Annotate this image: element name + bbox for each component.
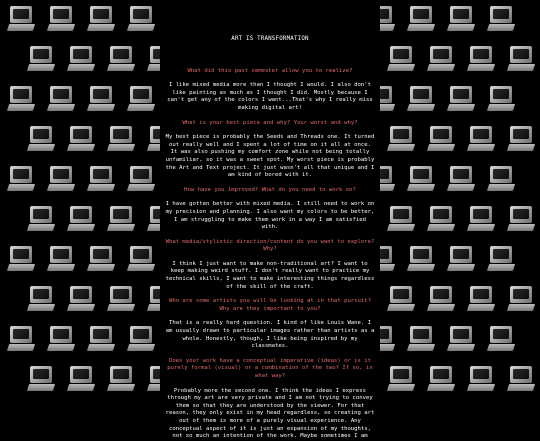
retro-computer-icon <box>8 326 34 352</box>
retro-computer-icon <box>128 246 154 272</box>
retro-computer-icon <box>48 166 74 192</box>
retro-computer-icon <box>508 46 534 72</box>
retro-computer-icon <box>428 366 454 392</box>
retro-computer-icon <box>128 166 154 192</box>
retro-computer-icon <box>388 366 414 392</box>
question-6: Does your work have a conceptual imperative (ideas) or is it purely formal (visual) or a combination of the two? If so, in what way? <box>167 357 373 379</box>
retro-computer-icon <box>508 286 534 312</box>
answer-6: Probably more the second one. I think the ideas I express through my art are very private and I am not trying to convey them so that they are understood by the viewer. For that reason, they only exist in my head regardless, so creating art out of them is more of a purely visual experience. Any conceptual aspect of it is just an expansion of my thoughts, not so much an intention of the work. Maybe sometimes I am <box>165 387 375 440</box>
retro-computer-icon <box>488 246 514 272</box>
retro-computer-icon <box>88 326 114 352</box>
retro-computer-icon <box>88 6 114 32</box>
retro-computer-icon <box>108 206 134 232</box>
question-4: What media/stylistic direction/content do you want to explore? Why? <box>165 238 375 253</box>
retro-computer-icon <box>8 86 34 112</box>
retro-computer-icon <box>68 46 94 72</box>
retro-computer-icon <box>48 326 74 352</box>
retro-computer-icon <box>28 46 54 72</box>
retro-computer-icon <box>108 286 134 312</box>
retro-computer-icon <box>108 126 134 152</box>
retro-computer-icon <box>28 286 54 312</box>
retro-computer-icon <box>508 206 534 232</box>
retro-computer-icon <box>508 126 534 152</box>
retro-computer-icon <box>468 206 494 232</box>
retro-computer-icon <box>88 86 114 112</box>
retro-computer-icon <box>428 286 454 312</box>
retro-computer-icon <box>468 126 494 152</box>
page-title: ART IS TRANSFORMATION <box>231 36 309 42</box>
retro-computer-icon <box>68 206 94 232</box>
retro-computer-icon <box>428 46 454 72</box>
retro-computer-icon <box>428 206 454 232</box>
retro-computer-icon <box>408 166 434 192</box>
retro-computer-icon <box>48 86 74 112</box>
retro-computer-icon <box>88 166 114 192</box>
retro-computer-icon <box>488 6 514 32</box>
retro-computer-icon <box>28 366 54 392</box>
retro-computer-icon <box>108 366 134 392</box>
answer-4: I think I just want to make non-traditional art? I want to keep making weird stuff. I don't really want to practice my technical skills, I want to make interesting things regardless of the skill of the craft. <box>165 260 375 290</box>
retro-computer-icon <box>128 86 154 112</box>
retro-computer-icon <box>28 206 54 232</box>
retro-computer-icon <box>68 126 94 152</box>
retro-computer-icon <box>468 46 494 72</box>
retro-computer-icon <box>128 326 154 352</box>
retro-computer-icon <box>448 246 474 272</box>
retro-computer-icon <box>388 286 414 312</box>
retro-computer-icon <box>8 166 34 192</box>
retro-computer-icon <box>88 246 114 272</box>
retro-computer-icon <box>8 6 34 32</box>
retro-computer-icon <box>388 46 414 72</box>
retro-computer-icon <box>448 166 474 192</box>
retro-computer-icon <box>468 286 494 312</box>
answer-5: That is a really hard question. I kind of like Louis Wane. I am usually drawn to particular images rather than artists as a whole. Honestly, though, I like being inspired by my classmates. <box>165 320 375 350</box>
retro-computer-icon <box>408 6 434 32</box>
retro-computer-icon <box>68 366 94 392</box>
retro-computer-icon <box>448 86 474 112</box>
question-3: How have you improved? What do you need to work on? <box>184 186 356 193</box>
retro-computer-icon <box>108 46 134 72</box>
post-content-column <box>160 0 380 440</box>
answer-2: My best piece is probably the Seeds and Threads one. It turned out really well and I spent a lot of time on it all at once. It was also pushing my comfort zone while not being totally unfamiliar, so it was a sweet spot. My worst piece is probably the Art and Text project. It just wasn't all that unique and I am kind of bored with it. <box>165 134 375 179</box>
question-5: Who are some artists you will be looking at in that pursuit? Why are they important to you? <box>168 298 372 312</box>
retro-computer-icon <box>408 86 434 112</box>
answer-3: I have gotten better with mixed media. I still need to work on my precision and planning. I also want my colors to be better, I am struggling to make them work in a way I am satisfied with. <box>165 201 375 231</box>
retro-computer-icon <box>428 126 454 152</box>
retro-computer-icon <box>488 326 514 352</box>
retro-computer-icon <box>48 6 74 32</box>
retro-computer-icon <box>48 246 74 272</box>
answer-1: I like mixed media more than I thought I would. I also don't like painting as much as I thought I did. Mostly because I can't get any of the colors I want...That's why I really miss making digital art! <box>167 82 373 111</box>
question-2: What is your best piece and why? Your worst and why? <box>182 119 358 126</box>
retro-computer-icon <box>408 326 434 352</box>
retro-computer-icon <box>488 86 514 112</box>
retro-computer-icon <box>468 366 494 392</box>
retro-computer-icon <box>448 6 474 32</box>
retro-computer-icon <box>488 166 514 192</box>
retro-computer-icon <box>508 366 534 392</box>
retro-computer-icon <box>388 126 414 152</box>
retro-computer-icon <box>128 6 154 32</box>
retro-computer-icon <box>68 286 94 312</box>
retro-computer-icon <box>8 246 34 272</box>
retro-computer-icon <box>28 126 54 152</box>
retro-computer-icon <box>408 246 434 272</box>
question-1: What did this past semester allow you to realize? <box>187 67 353 74</box>
retro-computer-icon <box>388 206 414 232</box>
retro-computer-icon <box>448 326 474 352</box>
